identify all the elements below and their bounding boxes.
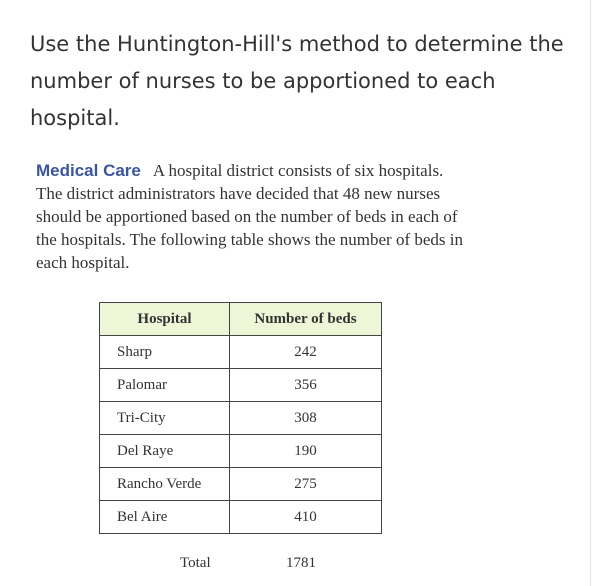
hospital-name: Rancho Verde [100, 468, 230, 501]
header-beds: Number of beds [230, 303, 382, 336]
hospital-name: Palomar [100, 369, 230, 402]
problem-heading: Medical Care [36, 161, 141, 180]
beds-table [99, 302, 382, 534]
bed-count: 275 [230, 468, 382, 501]
table-row [100, 402, 382, 435]
bed-count: 308 [230, 402, 382, 435]
hospital-name: Tri-City [100, 402, 230, 435]
bed-count: 190 [230, 435, 382, 468]
problem-paragraph [36, 159, 466, 274]
hospital-name: Sharp [100, 336, 230, 369]
bed-count: 242 [230, 336, 382, 369]
total-label: Total [180, 555, 211, 571]
problem-text: A hospital district consists of six hospitals. The district administrators have decided that 48 new nurses should be apportioned based on the number of beds in each of the hospitals. The following table shows the number of beds in each hospital. [36, 161, 463, 272]
divider [590, 0, 591, 586]
table-row [100, 435, 382, 468]
table-header-row [100, 303, 382, 336]
header-hospital: Hospital [100, 303, 230, 336]
question-text: Use the Huntington-Hill's method to determine the number of nurses to be apportioned to each hospital. [30, 32, 564, 130]
table-row [100, 468, 382, 501]
hospital-name: Del Raye [100, 435, 230, 468]
table-row [100, 369, 382, 402]
bed-count: 356 [230, 369, 382, 402]
table-row [100, 336, 382, 369]
hospital-name: Bel Aire [100, 501, 230, 534]
bed-count: 410 [230, 501, 382, 534]
table-row [100, 501, 382, 534]
total-value: 1781 [286, 555, 316, 571]
